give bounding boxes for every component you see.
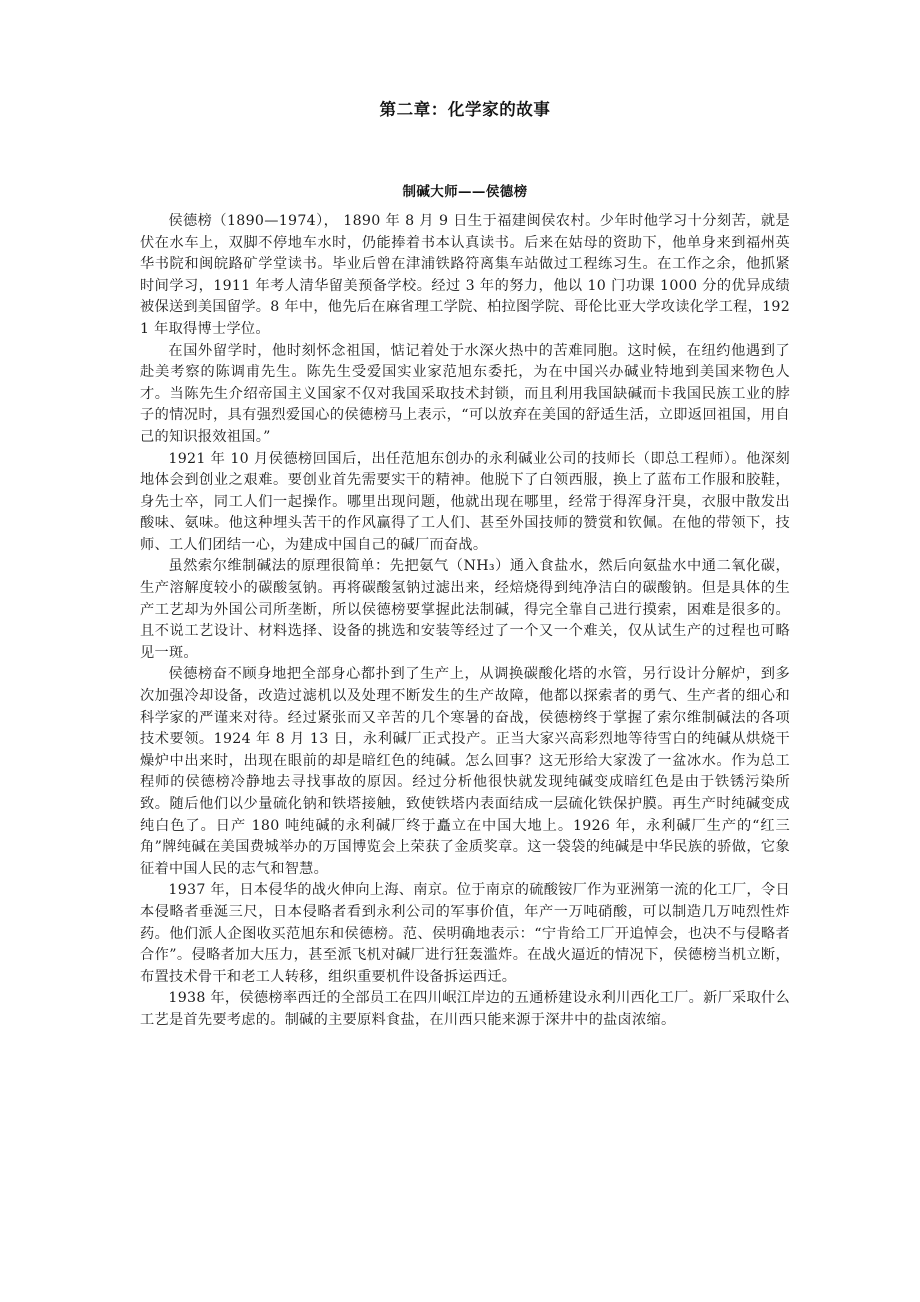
page-content — [140, 0, 790, 1032]
paragraph: 1938 年，侯德榜率西迁的全部员工在四川岷江岸边的五通桥建设永利川西化工厂。新厂采取什么工艺是首先要考虑的。制碱的主要原料食盐，在川西只能来源于深井中的盐卤浓缩。 — [140, 990, 790, 1028]
section-title: 制碱大师——侯德榜 — [402, 184, 528, 201]
paragraph: 1921 年 10 月侯德榜回国后，出任范旭东创办的永利碱业公司的技师长（即总工程师）。他深刻地体会到创业之艰难。要创业首先需要实干的精神。他脱下了白领西服，换上了蓝布工作服和胶鞋，身先士卒，同工人们一起操作。哪里出现问题，他就出现在哪里，经常于得浑身汗臭，衣服中散发出酸味、氨味。他这种埋头苦干的作风赢得了工人们、甚至外国技师的赞赏和钦佩。在他的带领下，技师、工人们团结一心，为建成中国自己的碱厂而奋战。 — [140, 450, 790, 553]
paragraph: 1937 年，日本侵华的战火伸向上海、南京。位于南京的硫酸铵厂作为亚洲第一流的化工厂，令日本侵略者垂涎三尺，日本侵略者看到永利公司的军事价值，年产一万吨硝酸，可以制造几万吨烈性炸药。他们派人企图收买范旭东和侯德榜。范、侯明确地表示：“宁肯给工厂开追悼会，也决不与侵略者合作”。侵略者加大压力，甚至派飞机对碱厂进行狂轰滥炸。在战火逼近的情况下，侯德榜当机立断，布置技术骨干和老工人转移，组织重要机件设备拆运西迁。 — [140, 882, 790, 985]
paragraph: 虽然索尔维制碱法的原理很简单：先把氨气（NH₃）通入食盐水，然后向氨盐水中通二氧化碳，生产溶解度较小的碳酸氢钠。再将碳酸氢钠过滤出来，经焙烧得到纯净洁白的碳酸钠。但是具体的生产工艺却为外国公司所垄断，所以侯德榜要掌握此法制碱，得完全靠自己进行摸索，困难是很多的。且不说工艺设计、材料选择、设备的挑选和安装等经过了一个又一个难关，仅从试生产的过程也可略见一斑。 — [140, 558, 790, 661]
body-text — [140, 211, 790, 1032]
paragraph: 侯德榜（1890—1974）， 1890 年 8 月 9 日生于福建闽侯农村。少年时他学习十分刻苦，就是伏在水车上，双脚不停地车水时，仍能捧着书本认真读书。后来在姑母的资助下，他单身来到福州英华书院和闽皖路矿学堂读书。毕业后曾在津浦铁路符离集车站做过工程练习生。在工作之余，他抓紧时间学习，1911 年考人清华留美预备学校。经过 3 年的努力，他以 10 门功课 1000 分的优异成绩被保送到美国留学。8 年中，他先后在麻省理工学院、柏拉图学院、哥伦比亚大学攻读化学工程，1921 年取得博士学位。 — [140, 212, 790, 337]
paragraph: 侯德榜奋不顾身地把全部身心都扑到了生产上，从调换碳酸化塔的水管，另行设计分解炉，到多次加强冷却设备，改造过滤机以及处理不断发生的生产故障，他都以探索者的勇气、生产者的细心和科学家的严谨来对待。经过紧张而又辛苦的几个寒暑的奋战，侯德榜终于掌握了索尔维制碱法的各项技术要领。1924 年 8 月 13 日，永利碱厂正式投产。正当大家兴高彩烈地等待雪白的纯碱从烘烧干燥炉中出来时，出现在眼前的却是暗红色的纯碱。怎么回事？这无形给大家泼了一盆冰水。作为总工程师的侯德榜冷静地去寻找事故的原因。经过分析他很快就发现纯碱变成暗红色是由于铁锈污染所致。随后他们以少量硫化钠和铁塔接触，致使铁塔内表面结成一层硫化铁保护膜。再生产时纯碱变成纯白色了。日产 180 吨纯碱的永利碱厂终于矗立在中国大地上。1926 年，永利碱厂生产的“红三角”牌纯碱在美国费城举办的万国博览会上荣获了金质奖章。这一袋袋的纯碱是中华民族的骄做，它象征着中国人民的志气和智慧。 — [140, 666, 790, 877]
paragraph: 在国外留学时，他时刻怀念祖国，惦记着处于水深火热中的苦难同胞。这时候，在纽约他遇到了赴美考察的陈调甫先生。陈先生受爱国实业家范旭东委托，为在中国兴办碱业特地到美国来物色人才。当陈先生介绍帝国主义国家不仅对我国采取技术封锁，而且利用我国缺碱而卡我国民族工业的脖子的情况时，具有强烈爱国心的侯德榜马上表示，“可以放弃在美国的舒适生活，立即返回祖国，用自己的知识报效祖国。” — [140, 342, 790, 445]
chapter-title: 第二章：化学家的故事 — [379, 100, 551, 119]
